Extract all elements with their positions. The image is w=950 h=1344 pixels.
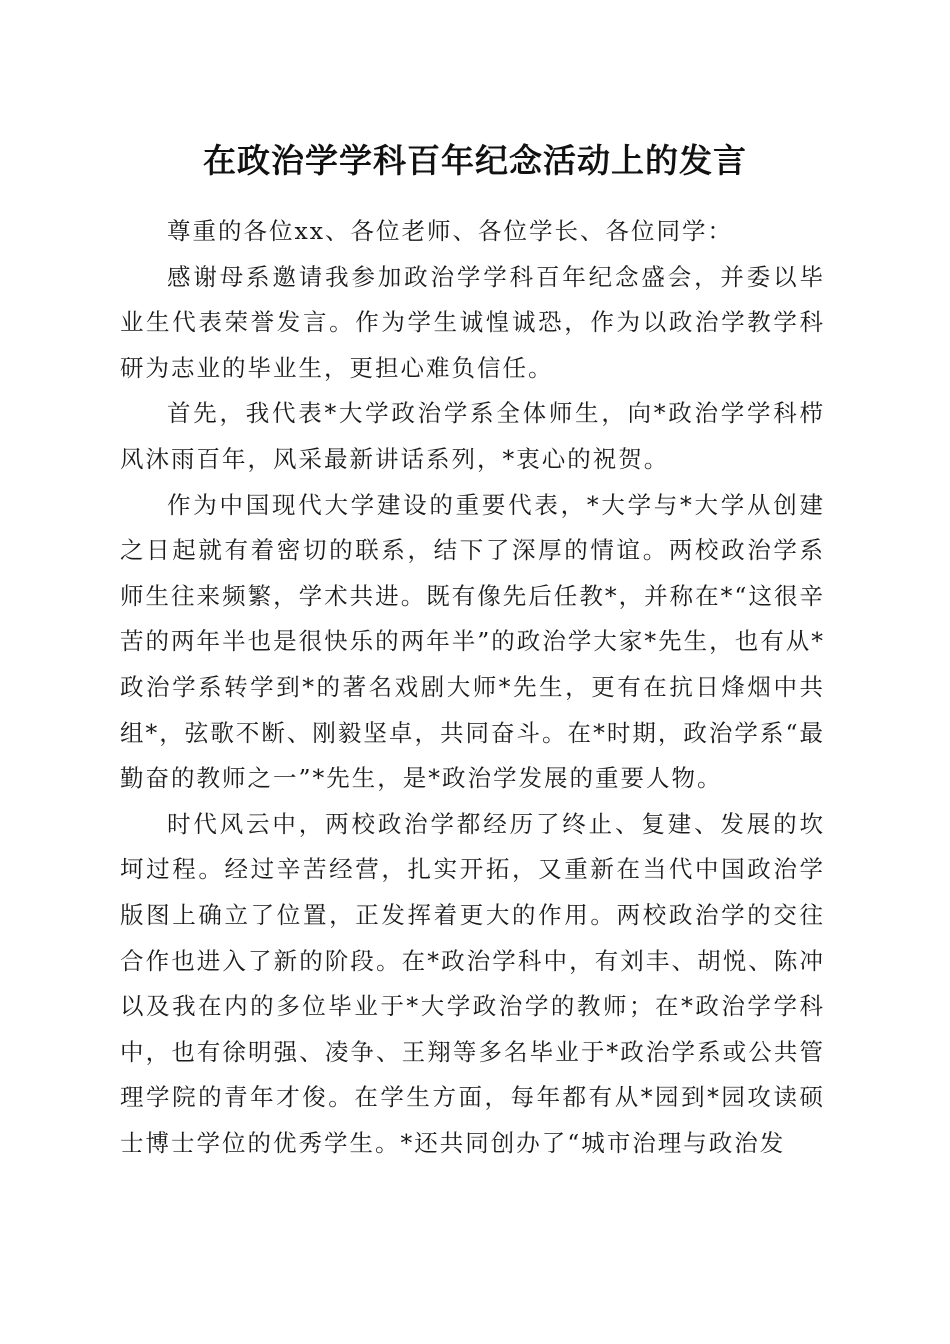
paragraph-development: 时代风云中，两校政治学都经历了终止、复建、发展的坎坷过程。经过辛苦经营，扎实开拓，又重新在当代中国政治学版图上确立了位置，正发挥着更大的作用。两校政治学的交往合作也进入了新的阶段。在*政治学科中，有刘丰、胡悦、陈冲以及我在内的多位毕业于*大学政治学的教师；在*政治学学科中，也有徐明强、凌争、王翔等多名毕业于*政治学系或公共管理学院的青年才俊。在学生方面，每年都有从*园到*园攻读硕士博士学位的优秀学生。*还共同创办了“城市治理与政治发	[120, 809, 825, 1157]
paragraph-thanks: 感谢母系邀请我参加政治学学科百年纪念盛会，并委以毕业生代表荣誉发言。作为学生诚惶诚恐，作为以政治学教学科研为志业的毕业生，更担心难负信任。	[120, 262, 825, 382]
document-body	[120, 209, 825, 1166]
paragraph-salutation: 尊重的各位xx、各位老师、各位学长、各位同学：	[167, 217, 734, 245]
document-title: 在政治学学科百年纪念活动上的发言	[203, 141, 747, 180]
paragraph-congratulations: 首先，我代表*大学政治学系全体师生，向*政治学学科栉风沐雨百年，风采最新讲话系列，*衷心的祝贺。	[120, 399, 825, 473]
paragraph-history: 作为中国现代大学建设的重要代表，*大学与*大学从创建之日起就有着密切的联系，结下了深厚的情谊。两校政治学系师生往来频繁，学术共进。既有像先后任教*，并称在*“这很辛苦的两年半也是很快乐的两年半”的政治学大家*先生，也有从*政治学系转学到*的著名戏剧大师*先生，更有在抗日烽烟中共组*，弦歌不断、刚毅坚卓，共同奋斗。在*时期，政治学系“最勤奋的教师之一”*先生，是*政治学发展的重要人物。	[120, 490, 825, 793]
